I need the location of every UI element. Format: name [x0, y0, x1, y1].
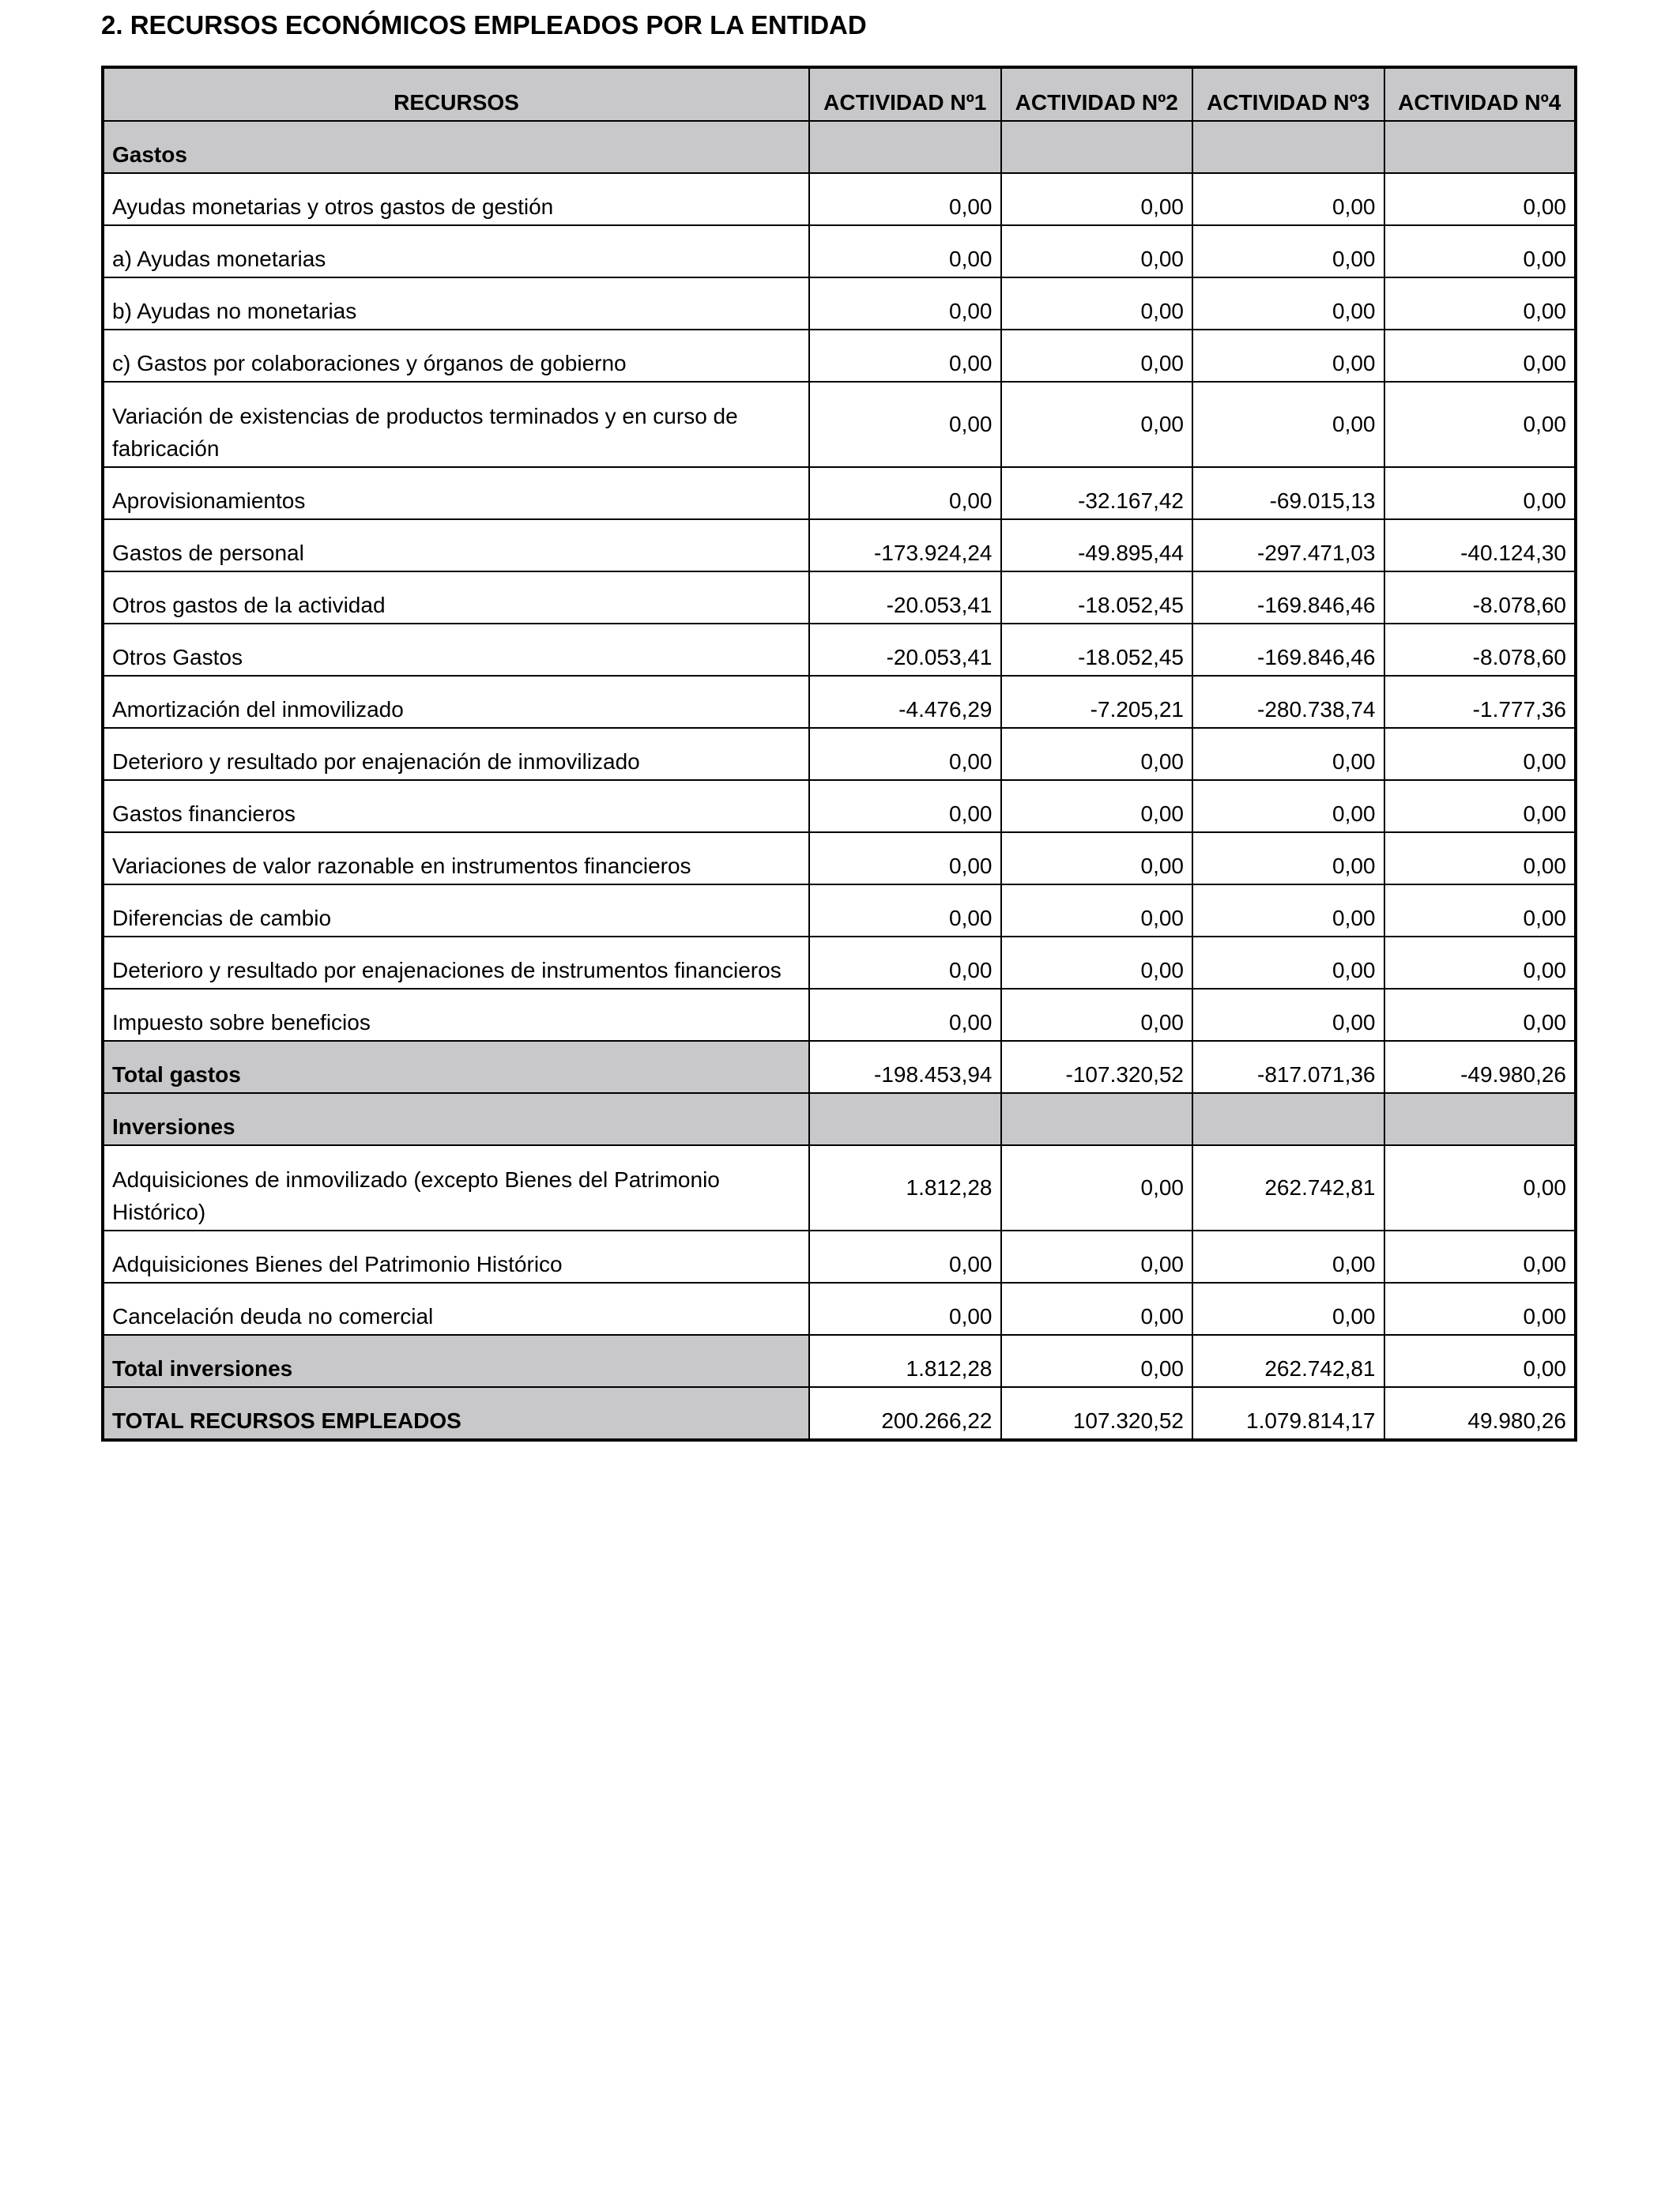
cell-actividad-3: 0,00 — [1192, 780, 1384, 832]
cell-actividad-1: 0,00 — [809, 173, 1001, 225]
row-label: Adquisiciones Bienes del Patrimonio Histórico — [103, 1231, 809, 1283]
row-label: Impuesto sobre beneficios — [103, 989, 809, 1041]
row-label: Otros gastos de la actividad — [103, 571, 809, 624]
row-label: Deterioro y resultado por enajenación de inmovilizado — [103, 728, 809, 780]
cell-actividad-2: -49.895,44 — [1001, 519, 1193, 571]
table-row — [103, 884, 1576, 937]
cell-actividad-2: -18.052,45 — [1001, 571, 1193, 624]
cell-actividad-2: 0,00 — [1001, 884, 1193, 937]
cell-actividad-4: 0,00 — [1384, 382, 1576, 467]
table-row — [103, 624, 1576, 676]
row-label: Amortización del inmovilizado — [103, 676, 809, 728]
table-row — [103, 277, 1576, 330]
table-row — [103, 382, 1576, 467]
cell-actividad-2: -107.320,52 — [1001, 1041, 1193, 1093]
cell-actividad-3: 0,00 — [1192, 1231, 1384, 1283]
cell-actividad-4: -8.078,60 — [1384, 571, 1576, 624]
cell-actividad-1: -173.924,24 — [809, 519, 1001, 571]
cell-actividad-2: 0,00 — [1001, 173, 1193, 225]
row-label: Deterioro y resultado por enajenaciones de instrumentos financieros — [103, 937, 809, 989]
cell-actividad-3: 0,00 — [1192, 832, 1384, 884]
total-row — [103, 1335, 1576, 1387]
cell-actividad-4: 0,00 — [1384, 728, 1576, 780]
cell-actividad-2: 0,00 — [1001, 330, 1193, 382]
cell-actividad-4: 0,00 — [1384, 1283, 1576, 1335]
cell-actividad-1: -20.053,41 — [809, 571, 1001, 624]
cell-actividad-1: 0,00 — [809, 780, 1001, 832]
cell-actividad-2: 0,00 — [1001, 382, 1193, 467]
cell-actividad-2: 0,00 — [1001, 1145, 1193, 1231]
cell-actividad-2: 107.320,52 — [1001, 1387, 1193, 1440]
cell-actividad-1: 1.812,28 — [809, 1335, 1001, 1387]
column-header-actividad-1: ACTIVIDAD Nº1 — [809, 67, 1001, 121]
row-label: Total gastos — [103, 1041, 809, 1093]
cell-actividad-4 — [1384, 1093, 1576, 1145]
cell-actividad-1: 1.812,28 — [809, 1145, 1001, 1231]
cell-actividad-3: 0,00 — [1192, 225, 1384, 277]
table-row — [103, 832, 1576, 884]
cell-actividad-2: 0,00 — [1001, 832, 1193, 884]
table-header-row — [103, 67, 1576, 121]
row-label: Gastos — [103, 121, 809, 173]
cell-actividad-3 — [1192, 1093, 1384, 1145]
row-label: Cancelación deuda no comercial — [103, 1283, 809, 1335]
resources-table — [101, 66, 1577, 1442]
cell-actividad-4: 0,00 — [1384, 989, 1576, 1041]
cell-actividad-3: -297.471,03 — [1192, 519, 1384, 571]
cell-actividad-2: 0,00 — [1001, 225, 1193, 277]
cell-actividad-1: 0,00 — [809, 330, 1001, 382]
row-label: Adquisiciones de inmovilizado (excepto Bienes del Patrimonio Histórico) — [103, 1145, 809, 1231]
cell-actividad-4: 0,00 — [1384, 1231, 1576, 1283]
cell-actividad-4 — [1384, 121, 1576, 173]
cell-actividad-1: 0,00 — [809, 277, 1001, 330]
cell-actividad-2 — [1001, 121, 1193, 173]
table-row — [103, 989, 1576, 1041]
cell-actividad-3: -817.071,36 — [1192, 1041, 1384, 1093]
cell-actividad-4: 0,00 — [1384, 884, 1576, 937]
table-row — [103, 225, 1576, 277]
cell-actividad-2: 0,00 — [1001, 1283, 1193, 1335]
row-label: a) Ayudas monetarias — [103, 225, 809, 277]
cell-actividad-4: 0,00 — [1384, 1145, 1576, 1231]
cell-actividad-4: 0,00 — [1384, 173, 1576, 225]
row-label: Variaciones de valor razonable en instrumentos financieros — [103, 832, 809, 884]
table-row — [103, 780, 1576, 832]
cell-actividad-1: 0,00 — [809, 1283, 1001, 1335]
table-row — [103, 1145, 1576, 1231]
cell-actividad-1: 0,00 — [809, 1231, 1001, 1283]
cell-actividad-4: -40.124,30 — [1384, 519, 1576, 571]
cell-actividad-4: 0,00 — [1384, 780, 1576, 832]
cell-actividad-2: -18.052,45 — [1001, 624, 1193, 676]
row-label: Gastos de personal — [103, 519, 809, 571]
cell-actividad-1: 200.266,22 — [809, 1387, 1001, 1440]
cell-actividad-3: 0,00 — [1192, 937, 1384, 989]
row-label: Aprovisionamientos — [103, 467, 809, 519]
cell-actividad-3: 0,00 — [1192, 277, 1384, 330]
section-row — [103, 121, 1576, 173]
cell-actividad-1: 0,00 — [809, 832, 1001, 884]
cell-actividad-4: 49.980,26 — [1384, 1387, 1576, 1440]
cell-actividad-3: 0,00 — [1192, 330, 1384, 382]
total-row — [103, 1041, 1576, 1093]
cell-actividad-4: 0,00 — [1384, 467, 1576, 519]
cell-actividad-2: 0,00 — [1001, 728, 1193, 780]
row-label: c) Gastos por colaboraciones y órganos de gobierno — [103, 330, 809, 382]
cell-actividad-3: 262.742,81 — [1192, 1145, 1384, 1231]
cell-actividad-3: -169.846,46 — [1192, 571, 1384, 624]
table-row — [103, 571, 1576, 624]
table-row — [103, 467, 1576, 519]
column-header-recursos: RECURSOS — [103, 67, 809, 121]
cell-actividad-2 — [1001, 1093, 1193, 1145]
cell-actividad-1: 0,00 — [809, 467, 1001, 519]
cell-actividad-2: -7.205,21 — [1001, 676, 1193, 728]
table-body — [103, 121, 1576, 1440]
row-label: Inversiones — [103, 1093, 809, 1145]
cell-actividad-3: 262.742,81 — [1192, 1335, 1384, 1387]
cell-actividad-1: 0,00 — [809, 989, 1001, 1041]
cell-actividad-2: 0,00 — [1001, 780, 1193, 832]
cell-actividad-4: 0,00 — [1384, 277, 1576, 330]
cell-actividad-3: 0,00 — [1192, 382, 1384, 467]
cell-actividad-1: 0,00 — [809, 884, 1001, 937]
cell-actividad-1: 0,00 — [809, 382, 1001, 467]
table-row — [103, 1283, 1576, 1335]
section-row — [103, 1093, 1576, 1145]
cell-actividad-4: 0,00 — [1384, 832, 1576, 884]
cell-actividad-3: 0,00 — [1192, 1283, 1384, 1335]
cell-actividad-4: -49.980,26 — [1384, 1041, 1576, 1093]
row-label: Gastos financieros — [103, 780, 809, 832]
table-row — [103, 728, 1576, 780]
cell-actividad-2: 0,00 — [1001, 989, 1193, 1041]
table-row — [103, 937, 1576, 989]
row-label: Variación de existencias de productos terminados y en curso de fabricación — [103, 382, 809, 467]
total-row — [103, 1387, 1576, 1440]
cell-actividad-4: 0,00 — [1384, 225, 1576, 277]
row-label: Otros Gastos — [103, 624, 809, 676]
cell-actividad-3: 0,00 — [1192, 728, 1384, 780]
cell-actividad-2: 0,00 — [1001, 937, 1193, 989]
cell-actividad-3: -280.738,74 — [1192, 676, 1384, 728]
cell-actividad-3: 1.079.814,17 — [1192, 1387, 1384, 1440]
cell-actividad-3: 0,00 — [1192, 884, 1384, 937]
cell-actividad-1: -20.053,41 — [809, 624, 1001, 676]
cell-actividad-1: 0,00 — [809, 728, 1001, 780]
cell-actividad-3: -169.846,46 — [1192, 624, 1384, 676]
column-header-actividad-4: ACTIVIDAD Nº4 — [1384, 67, 1576, 121]
row-label: b) Ayudas no monetarias — [103, 277, 809, 330]
cell-actividad-4: 0,00 — [1384, 1335, 1576, 1387]
table-row — [103, 173, 1576, 225]
row-label: Total inversiones — [103, 1335, 809, 1387]
cell-actividad-1 — [809, 121, 1001, 173]
cell-actividad-4: -1.777,36 — [1384, 676, 1576, 728]
cell-actividad-2: 0,00 — [1001, 1231, 1193, 1283]
cell-actividad-3: -69.015,13 — [1192, 467, 1384, 519]
cell-actividad-3: 0,00 — [1192, 989, 1384, 1041]
cell-actividad-3: 0,00 — [1192, 173, 1384, 225]
cell-actividad-4: 0,00 — [1384, 937, 1576, 989]
cell-actividad-1: -4.476,29 — [809, 676, 1001, 728]
cell-actividad-2: -32.167,42 — [1001, 467, 1193, 519]
row-label: Ayudas monetarias y otros gastos de gestión — [103, 173, 809, 225]
table-row — [103, 330, 1576, 382]
cell-actividad-2: 0,00 — [1001, 277, 1193, 330]
cell-actividad-1: 0,00 — [809, 937, 1001, 989]
table-row — [103, 1231, 1576, 1283]
cell-actividad-3 — [1192, 121, 1384, 173]
column-header-actividad-2: ACTIVIDAD Nº2 — [1001, 67, 1193, 121]
cell-actividad-1: -198.453,94 — [809, 1041, 1001, 1093]
row-label: Diferencias de cambio — [103, 884, 809, 937]
table-row — [103, 676, 1576, 728]
cell-actividad-1: 0,00 — [809, 225, 1001, 277]
row-label: TOTAL RECURSOS EMPLEADOS — [103, 1387, 809, 1440]
cell-actividad-2: 0,00 — [1001, 1335, 1193, 1387]
cell-actividad-4: -8.078,60 — [1384, 624, 1576, 676]
cell-actividad-4: 0,00 — [1384, 330, 1576, 382]
cell-actividad-1 — [809, 1093, 1001, 1145]
column-header-actividad-3: ACTIVIDAD Nº3 — [1192, 67, 1384, 121]
page-title: 2. RECURSOS ECONÓMICOS EMPLEADOS POR LA ENTIDAD — [101, 10, 867, 40]
table-row — [103, 519, 1576, 571]
